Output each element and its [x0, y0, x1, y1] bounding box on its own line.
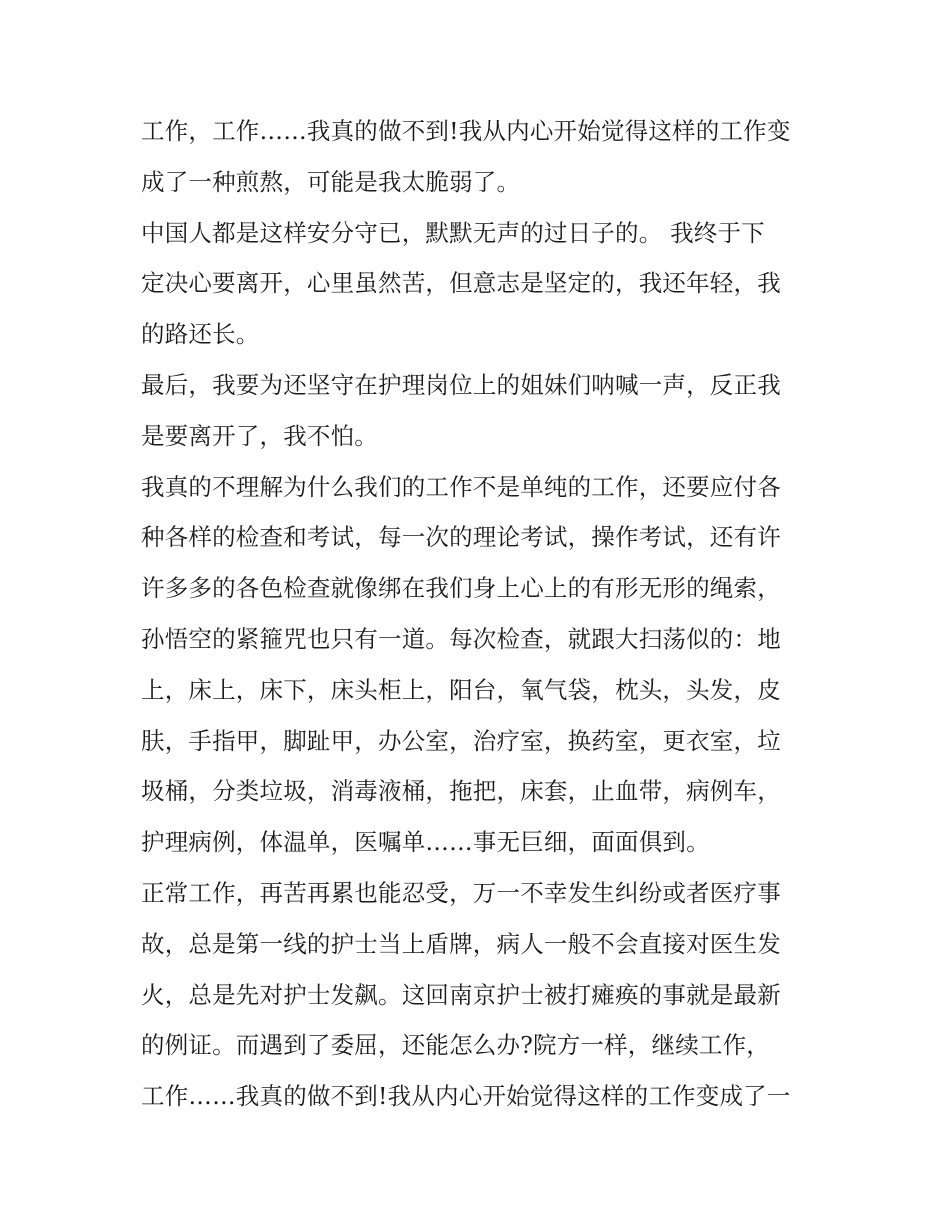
paragraph-2 — [141, 208, 813, 360]
text-line: 的例证。而遇到了委屈，还能怎么办?院方一样，继续工作， — [141, 1031, 770, 1060]
text-line: 我真的不理解为什么我们的工作不是单纯的工作，还要应付各 — [141, 472, 781, 501]
text-line: 许多多的各色检查就像绑在我们身上心上的有形无形的绳索， — [141, 574, 781, 603]
text-line: 种各样的检查和考试，每一次的理论考试，操作考试，还有许 — [141, 523, 781, 552]
text-line: 中国人都是这样安分守已，默默无声的过日子的。 我终于下 — [141, 218, 765, 247]
text-line: 工作……我真的做不到!我从内心开始觉得这样的工作变成了一 — [141, 1082, 791, 1111]
text-line: 肤，手指甲，脚趾甲，办公室，治疗室，换药室，更衣室，垃 — [141, 726, 781, 755]
text-line: 火，总是先对护士发飙。这回南京护士被打瘫痪的事就是最新 — [141, 980, 781, 1009]
paragraph-4 — [141, 462, 813, 868]
text-line: 最后，我要为还坚守在护理岗位上的姐妹们呐喊一声，反正我 — [141, 370, 781, 399]
paragraph-1 — [141, 106, 813, 208]
text-line: 工作，工作……我真的做不到!我从内心开始觉得这样的工作变 — [141, 117, 791, 145]
text-line: 孙悟空的紧箍咒也只有一道。每次检查，就跟大扫荡似的：地 — [141, 624, 781, 653]
paragraph-5 — [141, 868, 813, 1122]
text-line: 是要离开了，我不怕。 — [141, 421, 378, 450]
paragraph-3 — [141, 360, 813, 462]
text-line: 圾桶，分类垃圾，消毒液桶，拖把，床套，止血带，病例车， — [141, 777, 781, 806]
text-line: 上，床上，床下，床头柜上，阳台，氧气袋，枕头，头发，皮 — [141, 675, 781, 704]
text-line: 正常工作，再苦再累也能忍受，万一不幸发生纠纷或者医疗事 — [141, 878, 781, 907]
text-line: 的路还长。 — [141, 320, 260, 349]
document-body — [141, 106, 813, 1122]
text-line: 护理病例，体温单，医嘱单……事无巨细，面面俱到。 — [141, 828, 710, 857]
text-line: 成了一种煎熬，可能是我太脆弱了。 — [141, 167, 521, 196]
text-line: 故，总是第一线的护士当上盾牌，病人一般不会直接对医生发 — [141, 929, 781, 958]
text-line: 定决心要离开，心里虽然苦，但意志是坚定的，我还年轻，我 — [141, 269, 781, 298]
